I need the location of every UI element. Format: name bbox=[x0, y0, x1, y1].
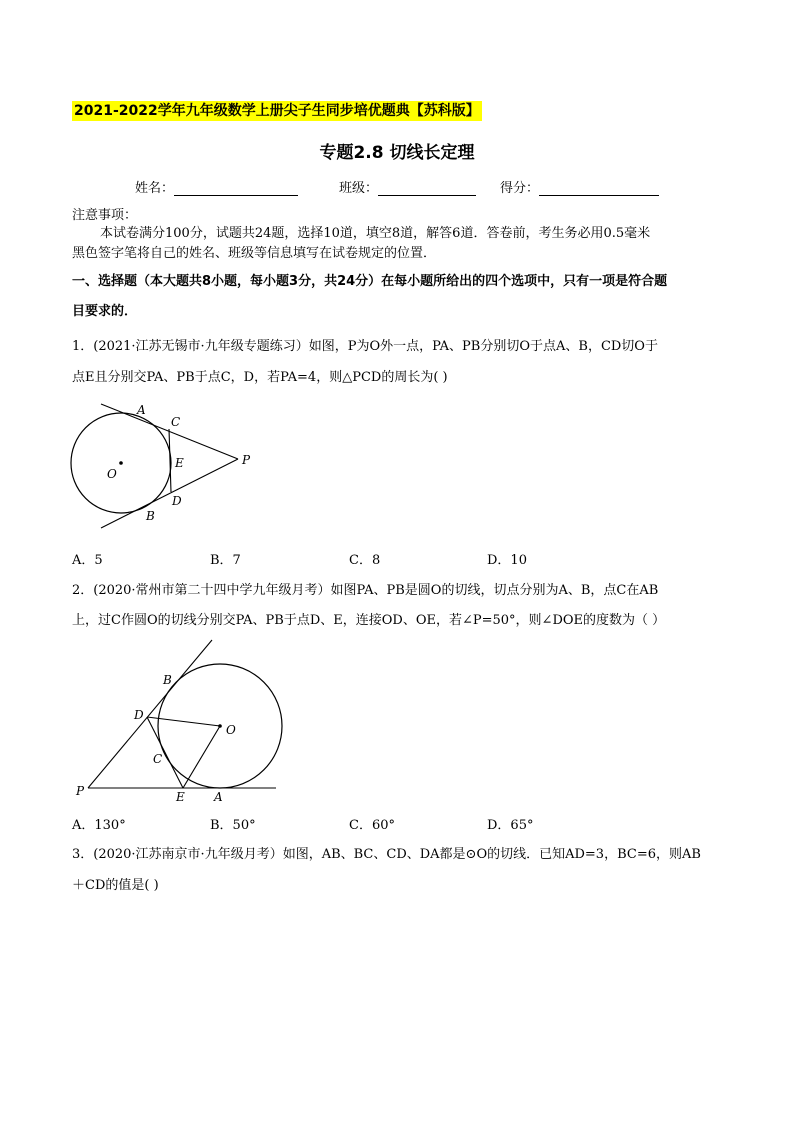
q3-line-2: ＋CD的值是( ) bbox=[72, 878, 159, 893]
q2-label-a: A bbox=[214, 790, 223, 804]
q2-option-a[interactable]: A．130° bbox=[72, 818, 126, 833]
q1-center-dot bbox=[119, 461, 123, 465]
q2-option-b[interactable]: B．50° bbox=[210, 818, 256, 833]
q2-figure bbox=[70, 634, 285, 806]
q1-label-e: E bbox=[175, 456, 184, 470]
q1-line-2: 点E且分别交PA、PB于点C，D，若PA=4，则△PCD的周长为( ) bbox=[72, 370, 448, 385]
q1-option-b[interactable]: B．7 bbox=[210, 553, 241, 568]
name-label: 姓名： bbox=[135, 181, 175, 196]
class-blank[interactable] bbox=[378, 181, 476, 196]
notes-heading: 注意事项： bbox=[72, 208, 138, 223]
notes-line-1: 本试卷满分100分，试题共24题，选择10道，填空8道，解答6道．答卷前，考生务必用0.5毫米 bbox=[100, 226, 651, 241]
q2-label-o: O bbox=[226, 723, 236, 737]
section-heading-line-2: 目要求的． bbox=[72, 304, 138, 319]
q2-label-d: D bbox=[134, 708, 144, 722]
class-label: 班级： bbox=[339, 181, 379, 196]
q1-label-b: B bbox=[146, 509, 155, 523]
score-field[interactable] bbox=[500, 177, 659, 196]
q2-line-2: 上，过C作圆O的切线分别交PA、PB于点D、E，连接OD、OE，若∠P=50°，则∠DOE的度数为（ ） bbox=[72, 613, 666, 628]
name-field[interactable] bbox=[135, 177, 298, 196]
score-label: 得分： bbox=[500, 181, 540, 196]
section-heading-line-1: 一、选择题（本大题共8小题，每小题3分，共24分）在每小题所给出的四个选项中，只有一项是符合题 bbox=[72, 274, 668, 289]
q1-label-d: D bbox=[172, 494, 182, 508]
name-blank[interactable] bbox=[174, 181, 298, 196]
q2-label-e: E bbox=[176, 790, 185, 804]
q2-segment-oe bbox=[183, 726, 220, 788]
q3-line-1: 3．(2020·江苏南京市·九年级月考）如图，AB、BC、CD、DA都是⊙O的切线．已知AD=3，BC=6，则AB bbox=[72, 847, 701, 862]
q2-tangent-pb bbox=[88, 640, 212, 788]
q1-label-o: O bbox=[107, 467, 117, 481]
q1-option-c[interactable]: C．8 bbox=[349, 553, 381, 568]
q2-label-p: P bbox=[76, 784, 85, 798]
q1-option-a[interactable]: A．5 bbox=[72, 553, 103, 568]
q1-option-d[interactable]: D．10 bbox=[487, 553, 527, 568]
series-tag: 2021-2022学年九年级数学上册尖子生同步培优题典【苏科版】 bbox=[74, 103, 480, 119]
q2-option-d[interactable]: D．65° bbox=[487, 818, 534, 833]
q1-label-a: A bbox=[137, 403, 146, 417]
q1-figure bbox=[60, 395, 270, 535]
q2-options bbox=[0, 814, 794, 834]
q1-options bbox=[0, 549, 794, 569]
q2-label-c: C bbox=[153, 752, 163, 766]
student-info-row bbox=[0, 177, 794, 197]
q2-label-b: B bbox=[163, 673, 172, 687]
q1-line-1: 1．(2021·江苏无锡市·九年级专题练习）如图，P为O外一点，PA、PB分别切O于点A、B，CD切O于 bbox=[72, 339, 658, 354]
notes-line-2: 黑色签字笔将自己的姓名、班级等信息填写在试卷规定的位置． bbox=[72, 246, 437, 261]
score-blank[interactable] bbox=[539, 181, 659, 196]
page-title: 专题2.8 切线长定理 bbox=[319, 143, 475, 163]
q1-tangent-pb bbox=[101, 459, 238, 528]
q2-line-1: 2．(2020·常州市第二十四中学九年级月考）如图PA、PB是圆O的切线，切点分别为A、B，点C在AB bbox=[72, 583, 659, 598]
q2-option-c[interactable]: C．60° bbox=[349, 818, 395, 833]
class-field[interactable] bbox=[339, 177, 476, 196]
q1-label-p: P bbox=[242, 453, 251, 467]
q1-label-c: C bbox=[171, 415, 181, 429]
